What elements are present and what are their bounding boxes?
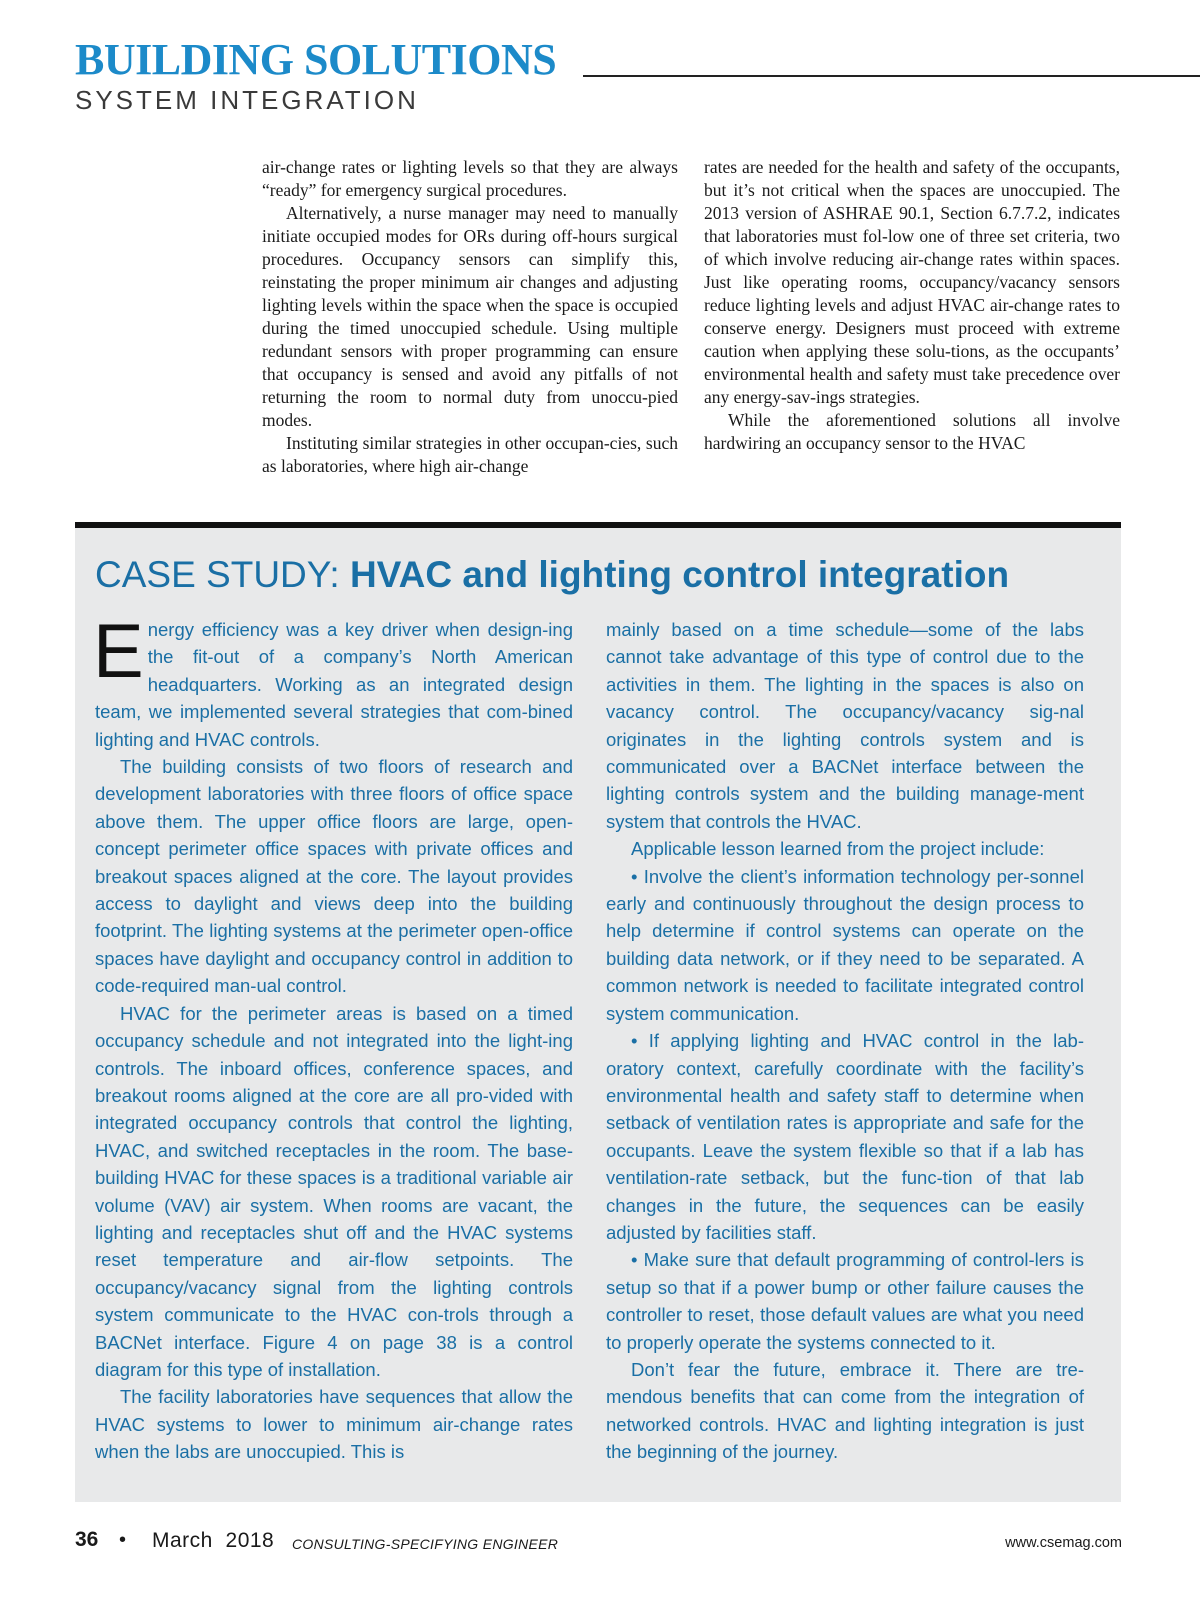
case-paragraph: mainly based on a time schedule—some of the labs cannot take advantage of this type of control due to the activities in them. The lighting in the spaces is also on vacancy control. The occupancy/vacancy sig-nal originates in the lighting controls system and is communicated over a BACNet interface between the lighting controls system and the building manage-ment system that controls the HVAC. — [606, 619, 1084, 832]
page-number: 36 — [75, 1528, 99, 1551]
article-column-left — [262, 156, 678, 478]
case-paragraph: The building consists of two floors of research and development laboratories with three floors of office space above them. The upper office floors are large, open-concept perimeter office spaces with private offices and breakout spaces aligned at the core. The layout provides access to daylight and views deep into the building footprint. The lighting systems at the perimeter open-office spaces have daylight and occupancy control in addition to code-required man-ual control. — [95, 756, 573, 997]
case-study-column-left — [93, 609, 573, 1466]
section-title: BUILDING SOLUTIONS — [75, 35, 557, 84]
case-study-column-right — [606, 616, 1084, 1466]
case-paragraph: Applicable lesson learned from the project include: — [631, 838, 1045, 860]
header-divider — [583, 75, 1200, 77]
case-paragraph: The facility laboratories have sequences that allow the HVAC systems to lower to minimum air-change rates when the labs are unoccupied. This is — [95, 1386, 573, 1463]
case-bullet: • Involve the client’s information technology per-sonnel early and continuously throughout the design process to help determine if control systems can operate on the building data network, or if they need to be separated. A common network is needed to facilitate integrated control system communication. — [606, 865, 1084, 1024]
article-paragraph: rates are needed for the health and safety of the occupants, but it’s not critical when the spaces are unoccupied. The 2013 version of ASHRAE 90.1, Section 6.7.7.2, indicates that laboratories must fol-low one of three set criteria, two of which involve reducing air-change rates within spaces. Just like operating rooms, occupancy/vacancy sensors reduce lighting levels and adjust HVAC air-change rates to conserve energy. Designers must proceed with extreme caution when applying these solu-tions, as the occupants’ environmental health and safety must take precedence over any energy-sav-ings strategies. — [704, 157, 1120, 407]
website-url: www.csemag.com — [1005, 1535, 1122, 1551]
article-paragraph: Alternatively, a nurse manager may need to manually initiate occupied modes for ORs during off-hours surgical procedures. Occupancy sensors can simplify this, reinstating the proper minimum air changes and adjusting lighting levels within the space when the space is occupied during the timed unoccupied schedule. Using multiple redundant sensors with proper programming can ensure that occupancy is sensed and avoid any pitfalls of not returning the room to normal duty from unoccu-pied modes. — [262, 203, 678, 430]
case-bullet: • If applying lighting and HVAC control in the lab-oratory context, carefully coordinate with the facility’s environmental health and safety staff to determine when setback of ventilation rates is appropriate and safe for the occupants. Leave the system flexible so that if a lab has ventilation-rate setback, but the func-tion of that lab changes in the future, the sequences can be easily adjusted by facilities staff. — [606, 1030, 1084, 1243]
case-paragraph — [93, 609, 573, 753]
case-study-label: CASE STUDY: — [95, 554, 350, 595]
section-subtitle: SYSTEM INTEGRATION — [75, 85, 419, 115]
case-study-headline: HVAC and lighting control integration — [349, 554, 1010, 595]
article-paragraph: air-change rates or lighting levels so that they are always “ready” for emergency surgical procedures. — [262, 157, 678, 200]
case-paragraph: HVAC for the perimeter areas is based on a timed occupancy schedule and not integrated into the light-ing controls. The inboard offices, conference spaces, and breakout rooms aligned at the core are all pro-vided with integrated occupancy controls that control the lighting, HVAC, and switched receptacles in the room. The base-building HVAC for these spaces is a traditional variable air volume (VAV) air system. When rooms are vacant, the lighting and receptacles shut off and the HVAC systems reset temperature and air-flow setpoints. The occupancy/vacancy signal from the lighting controls system communicate to the HVAC con-trols through a BACNet interface. Figure 4 on page 38 is a control diagram for this type of installation. — [95, 1002, 573, 1380]
issue-date: March 2018 — [152, 1529, 275, 1552]
article-paragraph: Instituting similar strategies in other occupan-cies, such as laboratories, where high air-change — [262, 433, 678, 476]
footer-separator: • — [119, 1529, 127, 1551]
drop-cap: E — [93, 609, 144, 694]
case-bullet: • Make sure that default programming of control-lers is setup so that if a power bump or other failure causes the controller to reset, those default values are what you need to properly operate the systems connected to it. — [606, 1249, 1084, 1353]
case-paragraph-text: nergy efficiency was a key driver when design-ing the fit-out of a company’s North American headquarters. Working as an integrated design team, we implemented several strategies that com-bined lighting and HVAC controls. — [95, 619, 573, 750]
publication-name: CONSULTING-SPECIFYING ENGINEER — [292, 1536, 559, 1552]
article-column-right — [704, 156, 1120, 455]
case-study-box — [75, 522, 1121, 1502]
case-paragraph: Don’t fear the future, embrace it. There are tre-mendous benefits that can come from the integration of networked controls. HVAC and lighting integration is just the beginning of the journey. — [606, 1358, 1084, 1463]
case-study-title — [95, 556, 1009, 593]
article-paragraph: While the aforementioned solutions all involve hardwiring an occupancy sensor to the HVAC — [704, 410, 1120, 453]
